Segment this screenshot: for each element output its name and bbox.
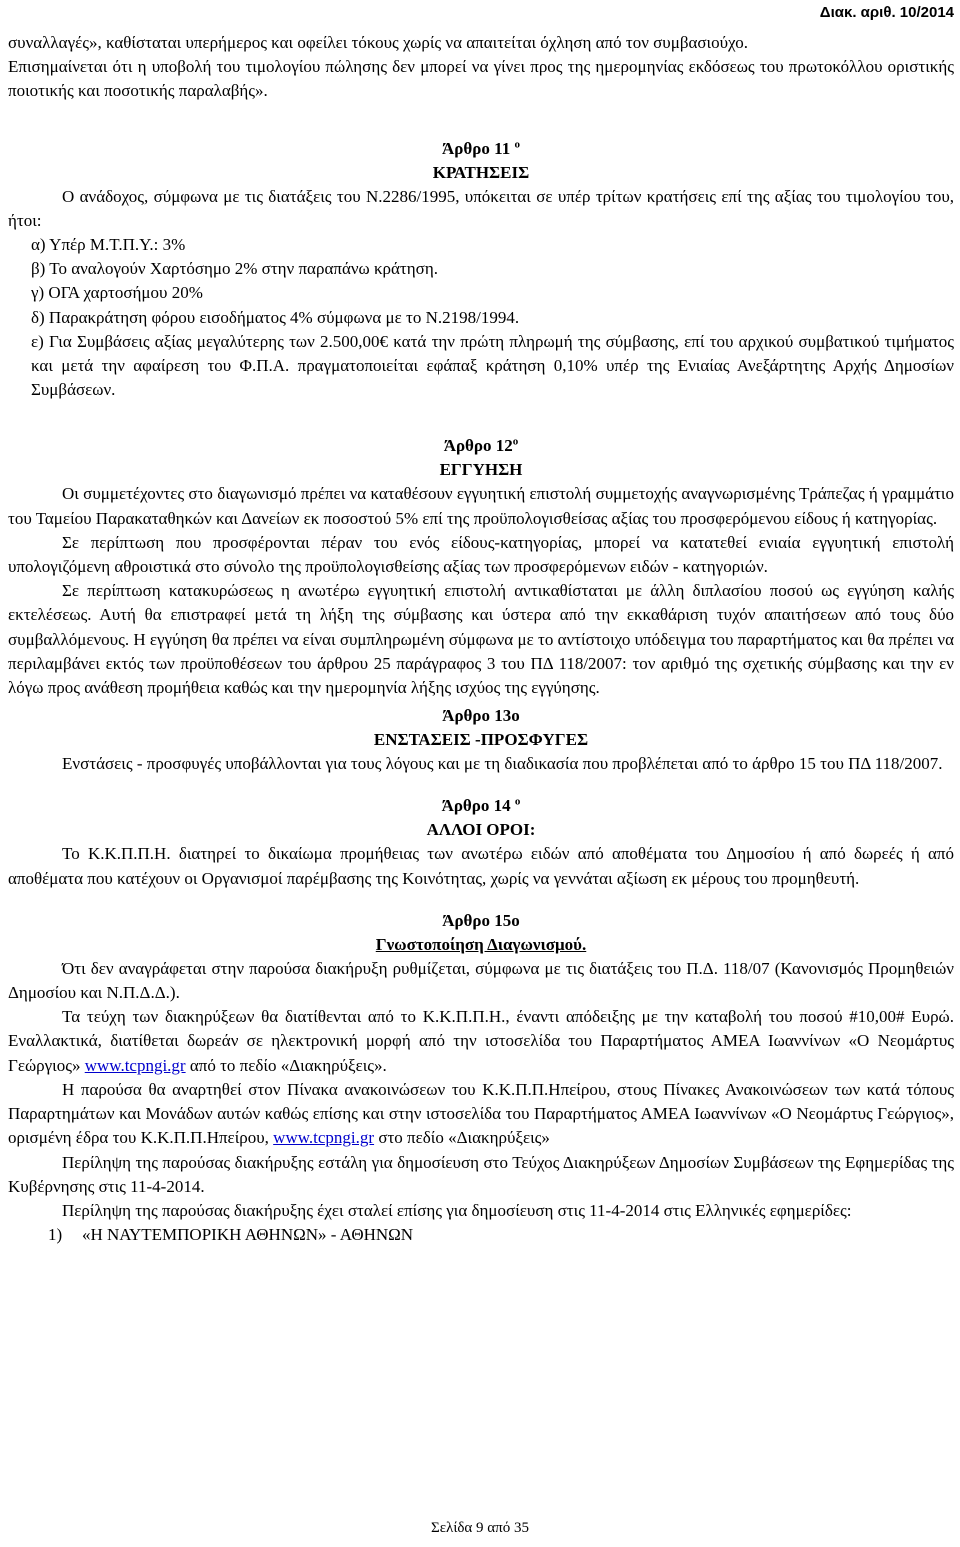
article-15-paragraph-2: Τα τεύχη των διακηρύξεων θα διατίθενται από το Κ.Κ.Π.Π.Η., έναντι απόδειξης με την καταβολή του ποσού #10,00# Ευρώ. Εναλλακτικά, διατίθεται δωρεάν σε ηλεκτρονική μορφή από την ιστοσελίδα του Παραρτήματος ΑΜΕΑ Ιωαννίνων «Ο Νεομάρτυς Γεώργιος» www.tcpngi.gr από το πεδίο «Διακηρύξεις». (8, 1007, 954, 1075)
page-number: Σελίδα 9 από 35 (431, 1520, 529, 1536)
article-15-paragraph-5: Περίληψη της παρούσας διακήρυξης έχει σταλεί επίσης για δημοσίευση στις 11-4-2014 στις Ελληνικές εφημερίδες: (62, 1200, 852, 1220)
article-11-heading: ΚΡΑΤΗΣΕΙΣ (432, 162, 530, 182)
list-item: δ) Παρακράτηση φόρου εισοδήματος 4% σύμφωνα με το Ν.2198/1994. (31, 307, 520, 327)
intro-line-1: συναλλαγές», καθίσταται υπερήμερος και οφείλει τόκους χωρίς να απαιτείται όχληση από τον συμβασιούχο. (8, 33, 748, 52)
article-15-title: Άρθρο 15ο (442, 910, 520, 930)
article-13-heading: ΕΝΣΤΑΣΕΙΣ -ΠΡΟΣΦΥΓΕΣ (373, 730, 589, 750)
article-12-heading: ΕΓΓΥΗΣΗ (439, 460, 523, 480)
article-14-paragraph: Το Κ.Κ.Π.Π.Η. διατηρεί το δικαίωμα προμήθειας των ανωτέρω ειδών από αποθέματα του Δημοσίου ή από δωρεές ή από αποθέματα που κατέχουν οι Οργανισμοί παρέμβασης της Κοινότητας, χωρίς να γεννάται αξίωση εκ μέρους του προμηθευτή. (8, 844, 954, 888)
website-link[interactable]: www.tcpngi.gr (273, 1128, 375, 1148)
article-15-heading: Γνωστοποίηση Διαγωνισμού. (375, 934, 587, 954)
article-12-paragraph-2: Σε περίπτωση που προσφέρονται πέραν του ενός είδους-κατηγορίας, μπορεί να κατατεθεί ενιαία εγγυητική επιστολή υπολογιζόμενη αθροιστικά στο σύνολο της προϋπολογισθείσης αξίας των προσφερόμενων ειδών - κατηγοριών. (8, 532, 954, 577)
withholdings-list (8, 233, 954, 330)
article-11-title: Άρθρο 11 $^o$ (442, 137, 520, 158)
article-14-heading: ΑΛΛΟΙ ΟΡΟΙ: (426, 820, 536, 840)
article-12-paragraph-3: Σε περίπτωση κατακυρώσεως η ανωτέρω εγγυητική επιστολή αντικαθίσταται με άλλη διπλασίου ποσού ως εγγύηση καλής εκτελέσεως. Αυτή θα επιστραφεί μετά τη λήξη της σύμβασης και ύστερα από την εκκαθάριση τυχόν απαιτήσεων από τους δύο συμβαλλόμενους. Η εγγύηση θα πρέπει να είναι συμπληρωμένη σύμφωνα με το αντίστοιχο υπόδειγμα του παραρτήματος και θα πρέπει να περιλαμβάνει εκτός των προϋποθέσεων του άρθρου 25 παράγραφος 3 του ΠΔ 118/2007: τον αριθμό της σχετικής σύμβασης και την εν λόγω προς ανάθεση προμήθεια καθώς και την ημερομηνία λήξης ισχύος της εγγύησης. (8, 581, 954, 698)
article-15-paragraph-3: Η παρούσα θα αναρτηθεί στον Πίνακα ανακοινώσεων του Κ.Κ.Π.Π.Ηπείρου, στους Πίνακες Ανακοινώσεων των κατά τόπους Παραρτημάτων και Μονάδων αυτών καθώς επίσης και στην ιστοσελίδα του Παραρτήματος ΑΜΕΑ Ιωαννίνων «Ο Νεομάρτυς Γεώργιος», ορισμένη έδρα του Κ.Κ.Π.Π.Ηπείρου, www.tcpngi.gr στο πεδίο «Διακηρύξεις» (8, 1079, 954, 1148)
list-item: β) Το αναλογούν Χαρτόσημο 2% στην παραπάνω κράτηση. (31, 259, 438, 279)
list-item-e: ε) Για Συμβάσεις αξίας μεγαλύτερης των 2.500,00€ κατά την πρώτη πληρωμή της σύμβασης, επί του αρχικού συμβατικού τιμήματος και μετά την αφαίρεση του Φ.Π.Α. πραγματοποιείται εφάπαξ κράτηση 0,10% υπέρ της Ενιαίας Ανεξάρτητης Αρχής Δημοσίων Συμβάσεων. (31, 331, 954, 400)
article-12-title: Άρθρο $12^o$ (443, 435, 519, 456)
website-link[interactable]: www.tcpngi.gr (84, 1055, 186, 1075)
document-number: Διακ. αριθ. 10/2014 (819, 4, 954, 21)
article-11-text: Ο ανάδοχος, σύμφωνα με τις διατάξεις του Ν.2286/1995, υπόκειται σε υπέρ τρίτων κρατήσεις επί της αξίας του τιμολογίου του, ήτοι: (8, 186, 954, 230)
list-item: γ) ΟΓΑ χαρτοσήμου 20% (31, 283, 203, 303)
article-13-title: Άρθρο 13ο (442, 706, 520, 726)
intro-paragraph: Επισημαίνεται ότι η υποβολή του τιμολογίου πώλησης δεν μπορεί να γίνει προς της ημερομηνίας εκδόσεως του πρωτοκόλλου οριστικής ποιοτικής και ποσοτικής παραλαβής». (8, 57, 954, 101)
article-12-paragraph-1: Οι συμμετέχοντες στο διαγωνισμό πρέπει να καταθέσουν εγγυητική επιστολή συμμετοχής αναγνωρισμένης Τράπεζας ή γραμμάτιο του Ταμείου Παρακαταθηκών και Δανείων εκ ποσοστού 5% επί της προϋπολογισθείσας αξίας του προσφερόμενου είδους ή κατηγορίας. (8, 484, 954, 528)
article-15-paragraph-4: Περίληψη της παρούσας διακήρυξης εστάλη για δημοσίευση στο Τεύχος Διακηρύξεων Δημοσίων Συμβάσεων της Εφημερίδας της Κυβέρνησης στις 11-4-2014. (8, 1152, 954, 1196)
article-14-title: Άρθρο 14 $^o$ (441, 795, 521, 816)
page-body (8, 31, 954, 1247)
article-13-paragraph: Ενστάσεις - προσφυγές υποβάλλονται για τους λόγους και με τη διαδικασία που προβλέπεται από το άρθρο 15 του ΠΔ 118/2007. (62, 754, 943, 774)
list-item: α) Υπέρ Μ.Τ.Π.Υ.: 3% (31, 235, 186, 255)
newspaper-list-item: 1) «Η ΝΑΥΤΕΜΠΟΡΙΚΗ ΑΘΗΝΩΝ» - ΑΘΗΝΩΝ (48, 1225, 414, 1245)
article-15-paragraph-1: Ότι δεν αναγράφεται στην παρούσα διακήρυξη ρυθμίζεται, σύμφωνα με τις διατάξεις του Π.Δ. 118/07 (Κανονισμός Προμηθειών Δημοσίου και Ν.Π.Δ.Δ.). (8, 958, 954, 1003)
